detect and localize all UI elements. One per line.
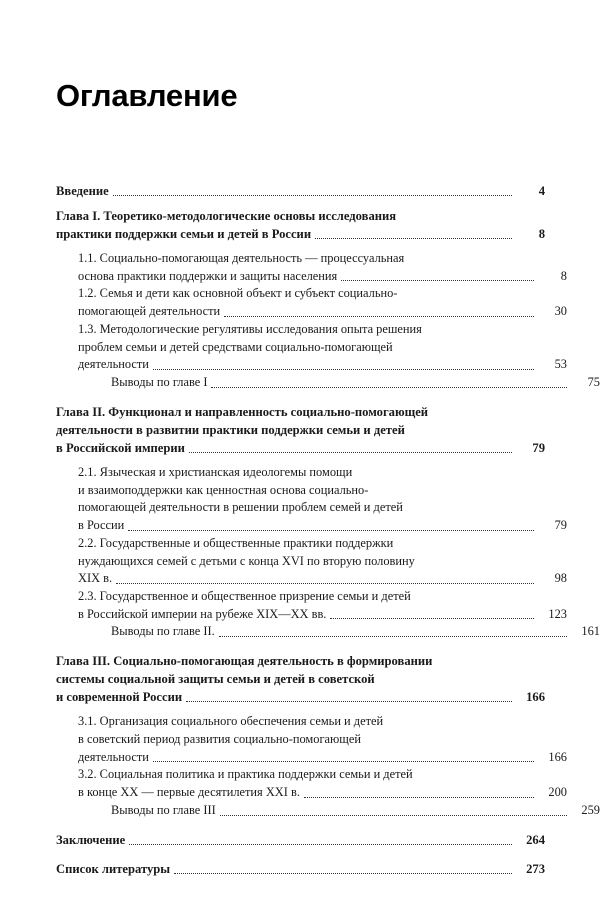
toc-entry-text [78, 535, 567, 570]
toc-entry[interactable] [56, 623, 600, 641]
toc-entry-line: 1.2. Семья и дети как основной объект и субъект социально- [78, 286, 398, 301]
toc-spacer [56, 706, 545, 713]
toc-entry-line: в Российской империи на рубеже XIX—XX вв. [78, 606, 327, 621]
toc-entry-line: помогающей деятельности в решении проблем семей и детей [78, 500, 403, 515]
toc-leader-dots [211, 385, 567, 388]
toc-entry-line: Выводы по главе I [111, 375, 208, 390]
toc-entry-text [78, 321, 567, 356]
toc-entry-line: в Российской империи [56, 440, 185, 455]
toc-spacer [56, 392, 545, 403]
toc-page-number: 53 [554, 357, 567, 372]
toc-entry-line: 1.3. Методологические регулятивы исследования опыта решения [78, 321, 422, 336]
toc-entry-line: деятельности в развитии практики поддержки семьи и детей [56, 422, 405, 437]
toc-entry-line: Глава I. Теоретико-методологические основы исследования [56, 209, 397, 223]
toc-leader-dots [304, 795, 534, 798]
toc-page-number: 98 [554, 571, 567, 586]
toc-entry[interactable] [56, 652, 545, 706]
toc-entry[interactable] [56, 207, 545, 243]
toc-entry[interactable] [56, 831, 545, 849]
toc-entry-line: в советский период развития социально-помогающей [78, 731, 361, 746]
toc-leader-dots [174, 871, 512, 874]
toc-entry[interactable] [56, 588, 567, 623]
toc-entry-line: Список литературы [56, 861, 171, 876]
toc-spacer [56, 641, 545, 652]
toc-entry-line: Заключение [56, 832, 126, 847]
toc-entry-text [56, 652, 545, 688]
toc-entry-line: проблем семьи и детей средствами социально-помогающей [78, 339, 393, 354]
toc-entry-text [78, 285, 567, 303]
toc-page-number: 123 [548, 606, 567, 621]
toc-page-number: 264 [526, 832, 545, 847]
toc-entry-line: Выводы по главе III [111, 802, 216, 817]
toc-entry-line: Глава II. Функционал и направленность социально-помогающей [56, 404, 429, 419]
toc-entry-line: помогающей деятельности [78, 304, 221, 319]
toc-entry[interactable] [56, 182, 545, 200]
toc-entry-line: Выводы по главе II. [111, 624, 215, 639]
toc-entry[interactable] [56, 802, 600, 820]
toc-leader-dots [220, 813, 567, 816]
toc-entry-line: 3.1. Организация социального обеспечения семьи и детей [78, 714, 384, 729]
toc-entry-line: Глава III. Социально-помогающая деятельность в формировании [56, 654, 433, 669]
toc-spacer [56, 200, 545, 207]
toc-entry-line: 2.1. Языческая и христианская идеологемы помощи [78, 464, 353, 479]
toc-entry-line: системы социальной защиты семьи и детей в советской [56, 672, 375, 687]
toc-spacer [56, 457, 545, 464]
toc-entry[interactable] [56, 250, 567, 285]
page-title: Оглавление [56, 78, 238, 113]
toc-entry-line: 2.3. Государственное и общественное призрение семьи и детей [78, 589, 411, 604]
toc-page-number: 79 [532, 440, 545, 455]
toc-spacer [56, 849, 545, 860]
toc-leader-dots [129, 842, 512, 845]
toc-page-number: 273 [526, 861, 545, 876]
toc-entry-text [78, 766, 567, 784]
toc-page-number: 30 [554, 304, 567, 319]
toc-page-number: 8 [560, 268, 567, 283]
toc-spacer [56, 243, 545, 250]
toc-entry[interactable] [56, 535, 567, 588]
toc-page-number: 79 [554, 518, 567, 533]
toc-entry-text [78, 588, 567, 606]
toc-entry-line: 1.1. Социально-помогающая деятельность — процессуальная [78, 251, 405, 265]
toc-leader-dots [113, 193, 512, 196]
toc-entry[interactable] [56, 285, 567, 320]
toc-entry[interactable] [56, 766, 567, 801]
toc-entry-line: Введение [56, 184, 109, 198]
toc-entry-line: 2.2. Государственные и общественные практики поддержки [78, 535, 394, 550]
toc-entry[interactable] [56, 713, 567, 766]
toc-entry-line: в конце XX — первые десятилетия XXI в. [78, 785, 300, 800]
toc-entry-line: деятельности [78, 357, 149, 372]
toc-entry-line: и современной России [56, 690, 183, 705]
toc-entry[interactable] [56, 321, 567, 374]
toc-entry-line: практики поддержки семьи и детей в России [56, 227, 312, 241]
toc-leader-dots [330, 616, 534, 619]
toc-entry[interactable] [56, 860, 545, 878]
toc-leader-dots [153, 367, 534, 370]
toc-entry-line: и взаимоподдержки как ценностная основа социально- [78, 482, 369, 497]
toc-page-number: 259 [581, 802, 600, 817]
table-of-contents [56, 182, 600, 878]
toc-entry-text [78, 713, 567, 748]
toc-leader-dots [219, 634, 567, 637]
toc-leader-dots [341, 278, 534, 281]
toc-entry-text [56, 403, 545, 439]
toc-page-number: 8 [538, 227, 545, 241]
toc-page-number: 4 [538, 184, 545, 198]
toc-leader-dots [224, 314, 534, 317]
toc-entry[interactable] [56, 403, 545, 457]
toc-entry[interactable] [56, 374, 600, 392]
toc-spacer [56, 820, 545, 831]
toc-entry-line: основа практики поддержки и защиты населения [78, 268, 338, 283]
toc-page-number: 75 [587, 375, 600, 390]
toc-entry-line: 3.2. Социальная политика и практика поддержки семьи и детей [78, 767, 413, 782]
toc-entry-text [78, 464, 567, 517]
toc-page-number: 161 [581, 624, 600, 639]
toc-entry-line: нуждающихся семей с детьми с конца XVI по вторую половину [78, 553, 415, 568]
toc-entry-text [78, 250, 567, 268]
toc-page-number: 166 [526, 690, 545, 705]
toc-leader-dots [315, 236, 512, 239]
toc-entry-line: деятельности [78, 749, 149, 764]
toc-leader-dots [189, 450, 512, 453]
toc-leader-dots [128, 528, 534, 531]
toc-leader-dots [186, 699, 512, 702]
toc-entry[interactable] [56, 464, 567, 535]
toc-page-number: 166 [548, 749, 567, 764]
toc-entry-line: XIX в. [78, 571, 113, 586]
toc-leader-dots [153, 759, 534, 762]
toc-entry-line: в России [78, 518, 125, 533]
toc-entry-text [56, 207, 545, 225]
toc-page-number: 200 [548, 785, 567, 800]
toc-leader-dots [116, 581, 534, 584]
